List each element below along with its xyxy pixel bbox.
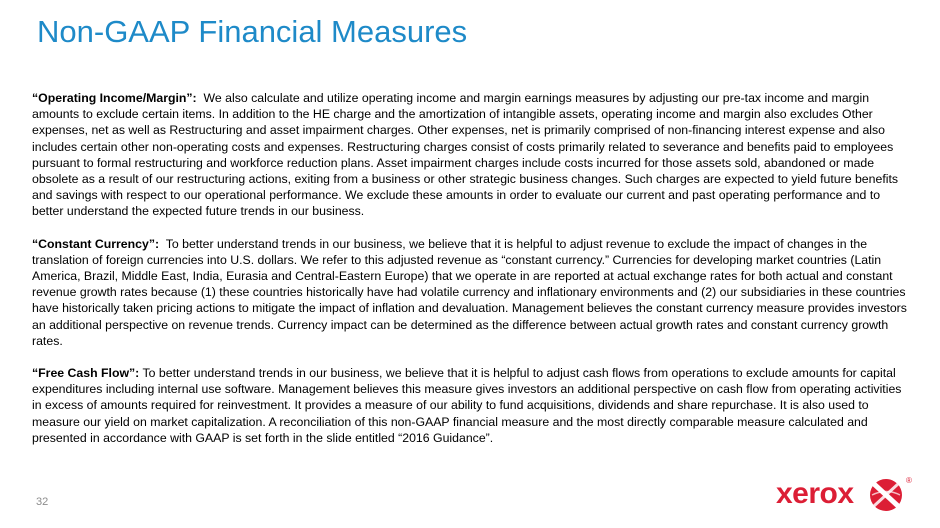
logo-wordmark: xerox bbox=[776, 477, 854, 510]
paragraph-text: To better understand trends in our business, we believe that it is helpful to adjust revenue to exclude the impact of changes in the translation of foreign currencies into U.S. dollars. We refer to this adjusted revenue as “constant currency.” Currencies for developing market countries (Latin America, Brazil, Middle East, India, Eurasia and Central-Eastern Europe) that we operate in are reported at actual exchange rates for both actual and constant revenue growth rates because (1) these countries historically have had volatile currency and inflationary environments and (2) our subsidiaries in these countries have historically taken pricing actions to mitigate the impact of inflation and devaluation. Management believes the constant currency measure provides investors an additional perspective on revenue trends. Currency impact can be determined as the difference between actual growth rates and constant currency growth rates. bbox=[32, 236, 907, 348]
body-content bbox=[32, 90, 912, 462]
paragraph-lead: “Operating Income/Margin”: bbox=[32, 91, 197, 105]
xerox-sphere-icon bbox=[868, 474, 904, 516]
paragraph-operating-income bbox=[32, 90, 912, 220]
paragraph-text: To better understand trends in our business, we believe that it is helpful to adjust cash flows from operations to exclude amounts for capital expenditures including internal use software. Management believes this measure gives investors an additional perspective on cash flow from operating activities in excess of amounts required for reinvestment. It provides a measure of our ability to fund acquisitions, dividends and share repurchase. It is also used to measure our yield on market capitalization. A reconciliation of this non-GAAP financial measure and the most directly comparable measure calculated and presented in accordance with GAAP is set forth in the slide entitled “2016 Guidance”. bbox=[32, 366, 902, 445]
page-number: 32 bbox=[36, 496, 49, 508]
registered-mark: ® bbox=[906, 476, 912, 485]
paragraph-free-cash-flow bbox=[32, 365, 912, 446]
paragraph-text: We also calculate and utilize operating income and margin earnings measures by adjusting our pre-tax income and margin amounts to exclude certain items. In addition to the HE charge and the amortization of intangible assets, operating income and margin also excludes Other expenses, net as well as Restructuring and asset impairment charges. Other expenses, net is primarily comprised of non-financing interest expense and also includes certain other non-operating costs and expenses. Restructuring charges consist of costs primarily related to severance and benefits paid to employees pursuant to formal restructuring and workforce reduction plans. Asset impairment charges include costs incurred for those assets sold, abandoned or made obsolete as a result of our restructuring actions, exiting from a business or other strategic business changes. Such charges are expected to yield future benefits and savings with respect to our operational performance. We exclude these amounts in order to evaluate our current and past operating performance and to better understand the expected future trends in our business. bbox=[32, 91, 899, 219]
paragraph-lead: “Free Cash Flow”: bbox=[32, 366, 140, 381]
xerox-logo bbox=[776, 474, 916, 518]
page-title: Non-GAAP Financial Measures bbox=[37, 14, 468, 49]
paragraph-constant-currency bbox=[32, 236, 912, 349]
paragraph-lead: “Constant Currency”: bbox=[32, 236, 160, 251]
